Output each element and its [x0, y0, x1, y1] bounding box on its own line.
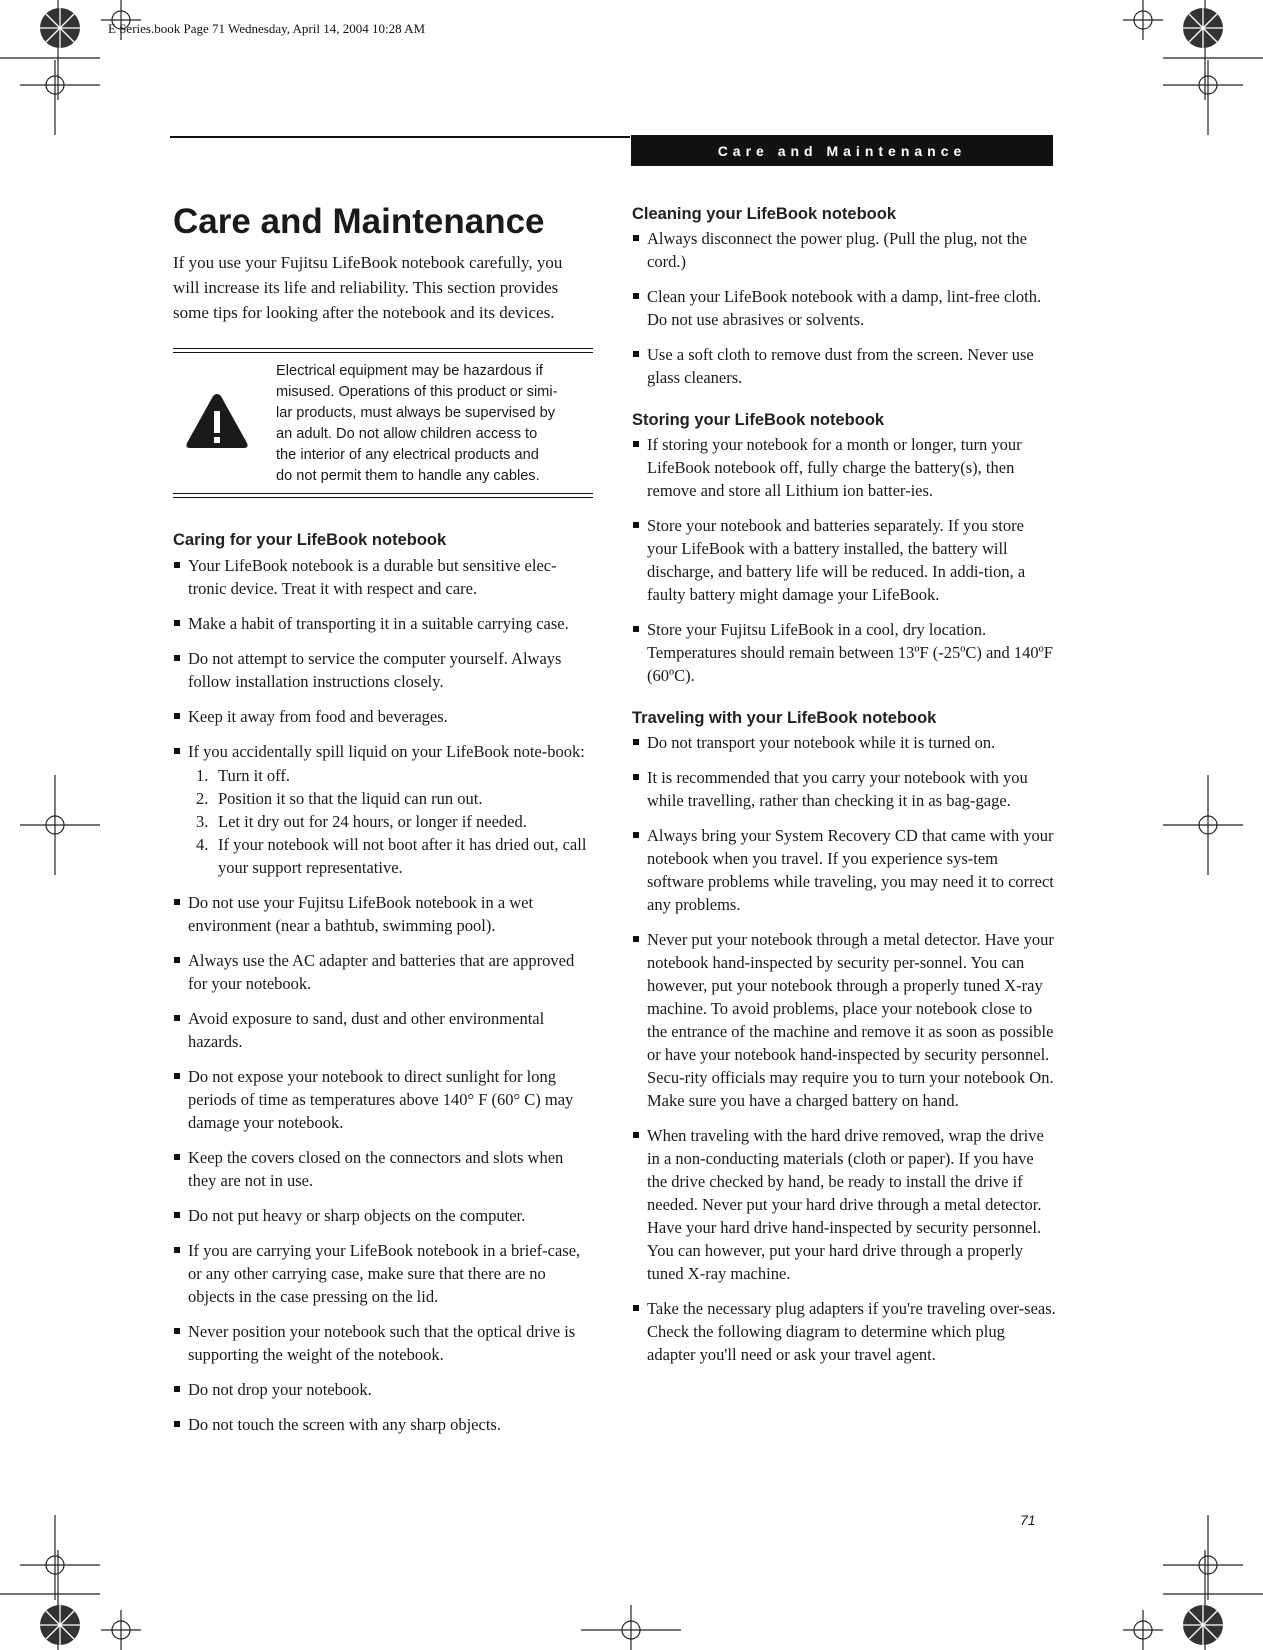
- bullet-square-icon: [174, 1154, 180, 1160]
- bullet-square-icon: [174, 1247, 180, 1253]
- warning-line: Electrical equipment may be hazardous if: [276, 363, 543, 379]
- list-item: Store your notebook and batteries separately. If you store your LifeBook with a battery installed, the battery will discharge, and battery life will be reduced. In addi-tion, a faulty battery might damage your LifeBook.: [632, 514, 1056, 606]
- list-item: Never position your notebook such that the optical drive is supporting the weight of the notebook.: [173, 1320, 593, 1366]
- bullet-square-icon: [174, 957, 180, 963]
- bullet-square-icon: [174, 1073, 180, 1079]
- list-item: Avoid exposure to sand, dust and other environmental hazards.: [173, 1007, 593, 1053]
- traveling-list: [632, 731, 1056, 1366]
- list-item: Do not attempt to service the computer yourself. Always follow installation instructions closely.: [173, 647, 593, 693]
- list-item: Do not transport your notebook while it is turned on.: [632, 731, 1056, 754]
- list-item: If you accidentally spill liquid on your LifeBook note-book: 1. Turn it off. 2. Position it so that the liquid can run out. 3. Let it dry out for 24 hours, or longer if needed. 4. If your notebook will not boot after it has dried out, call your support representative.: [173, 740, 593, 879]
- cleaning-list: [632, 227, 1056, 389]
- bullet-square-icon: [633, 1132, 639, 1138]
- left-column: [173, 196, 593, 1448]
- list-item: If you are carrying your LifeBook notebook in a brief-case, or any other carrying case, make sure that there are no objects in the case pressing on the lid.: [173, 1239, 593, 1308]
- list-item: Do not use your Fujitsu LifeBook notebook in a wet environment (near a bathtub, swimming pool).: [173, 891, 593, 937]
- list-item: If storing your notebook for a month or longer, turn your LifeBook notebook off, fully charge the battery(s), then remove and store all Lithium ion batter-ies.: [632, 433, 1056, 502]
- bullet-square-icon: [174, 620, 180, 626]
- list-item: Always use the AC adapter and batteries that are approved for your notebook.: [173, 949, 593, 995]
- step-item: 4. If your notebook will not boot after it has dried out, call your support representative.: [196, 835, 587, 877]
- warning-line: lar products, must always be supervised by: [276, 405, 556, 421]
- bullet-square-icon: [174, 655, 180, 661]
- bullet-square-icon: [174, 1212, 180, 1218]
- bullet-square-icon: [633, 936, 639, 942]
- warning-box: [173, 348, 593, 498]
- spill-steps: [188, 764, 593, 879]
- warning-line: the interior of any electrical products and: [276, 447, 539, 463]
- bullet-square-icon: [174, 1421, 180, 1427]
- list-item: Use a soft cloth to remove dust from the screen. Never use glass cleaners.: [632, 343, 1056, 389]
- warning-triangle-icon: [184, 391, 250, 451]
- list-item: Do not expose your notebook to direct sunlight for long periods of time as temperatures above 140° F (60° C) may damage your notebook.: [173, 1065, 593, 1134]
- bullet-square-icon: [174, 1015, 180, 1021]
- bullet-square-icon: [174, 899, 180, 905]
- bullet-square-icon: [633, 626, 639, 632]
- list-item: Take the necessary plug adapters if you're traveling over-seas. Check the following diagram to determine which plug adapter you'll need or ask your travel agent.: [632, 1297, 1056, 1366]
- traveling-heading: Traveling with your LifeBook notebook: [632, 709, 937, 727]
- page-number: 71: [1020, 1512, 1036, 1528]
- storing-heading: Storing your LifeBook notebook: [632, 411, 885, 429]
- list-item: Do not touch the screen with any sharp objects.: [173, 1413, 593, 1436]
- list-item: Keep the covers closed on the connectors and slots when they are not in use.: [173, 1146, 593, 1192]
- step-item: 1. Turn it off.: [196, 766, 290, 785]
- bullet-square-icon: [633, 522, 639, 528]
- warning-line: misused. Operations of this product or simi-: [276, 384, 558, 400]
- list-item: Do not drop your notebook.: [173, 1378, 593, 1401]
- warning-text: [276, 361, 586, 487]
- warning-line: do not permit them to handle any cables.: [276, 468, 540, 484]
- list-item: When traveling with the hard drive removed, wrap the drive in a non-conducting materials (cloth or paper). If you have the drive checked by hand, be ready to install the drive if needed. Never put your hard drive through a metal detector. Have your hard drive hand-inspected by security personnel. You can however, put your hard drive through a properly tuned X-ray machine.: [632, 1124, 1056, 1285]
- bullet-square-icon: [633, 441, 639, 447]
- right-column: [632, 203, 1056, 1378]
- header-rule: [170, 136, 630, 138]
- warning-line: an adult. Do not allow children access to: [276, 426, 538, 442]
- list-item: Clean your LifeBook notebook with a damp, lint-free cloth. Do not use abrasives or solvents.: [632, 285, 1056, 331]
- list-item: Your LifeBook notebook is a durable but sensitive elec-tronic device. Treat it with respect and care.: [173, 554, 593, 600]
- list-item: Store your Fujitsu LifeBook in a cool, dry location. Temperatures should remain between 13ºF (-25ºC) and 140ºF (60ºC).: [632, 618, 1056, 687]
- list-item: It is recommended that you carry your notebook with you while travelling, rather than checking it in as bag-gage.: [632, 766, 1056, 812]
- intro-paragraph: If you use your Fujitsu LifeBook notebook carefully, you will increase its life and reliability. This section provides some tips for looking after the notebook and its devices.: [173, 253, 563, 322]
- page-title: Care and Maintenance: [173, 202, 545, 241]
- bullet-square-icon: [174, 748, 180, 754]
- running-header: Care and Maintenance: [631, 135, 1053, 166]
- bullet-square-icon: [633, 774, 639, 780]
- bullet-square-icon: [174, 562, 180, 568]
- bullet-square-icon: [633, 832, 639, 838]
- list-item: Make a habit of transporting it in a suitable carrying case.: [173, 612, 593, 635]
- bullet-square-icon: [174, 1328, 180, 1334]
- caring-list: [173, 554, 593, 1436]
- list-item: Keep it away from food and beverages.: [173, 705, 593, 728]
- list-item: Always bring your System Recovery CD that came with your notebook when you travel. If you experience sys-tem software problems while traveling, you may need it to correct any problems.: [632, 824, 1056, 916]
- bullet-square-icon: [633, 1305, 639, 1311]
- storing-list: [632, 433, 1056, 687]
- bullet-square-icon: [633, 351, 639, 357]
- bullet-square-icon: [633, 293, 639, 299]
- cleaning-heading: Cleaning your LifeBook notebook: [632, 205, 897, 223]
- bullet-square-icon: [174, 713, 180, 719]
- print-slug: E Series.book Page 71 Wednesday, April 14, 2004 10:28 AM: [108, 21, 426, 36]
- bullet-square-icon: [633, 235, 639, 241]
- bullet-square-icon: [633, 739, 639, 745]
- step-item: 2. Position it so that the liquid can run out.: [196, 789, 483, 808]
- bullet-square-icon: [174, 1386, 180, 1392]
- list-item: Do not put heavy or sharp objects on the computer.: [173, 1204, 593, 1227]
- step-item: 3. Let it dry out for 24 hours, or longer if needed.: [196, 812, 527, 831]
- list-item: Always disconnect the power plug. (Pull the plug, not the cord.): [632, 227, 1056, 273]
- list-item: Never put your notebook through a metal detector. Have your notebook hand-inspected by security per-sonnel. You can however, put your notebook through a properly tuned X-ray machine. To avoid problems, place your notebook close to the entrance of the machine and remove it as soon as possible or have your notebook hand-inspected by security personnel. Secu-rity officials may require you to turn your notebook On. Make sure you have a charged battery on hand.: [632, 928, 1056, 1112]
- caring-heading: Caring for your LifeBook notebook: [173, 531, 447, 549]
